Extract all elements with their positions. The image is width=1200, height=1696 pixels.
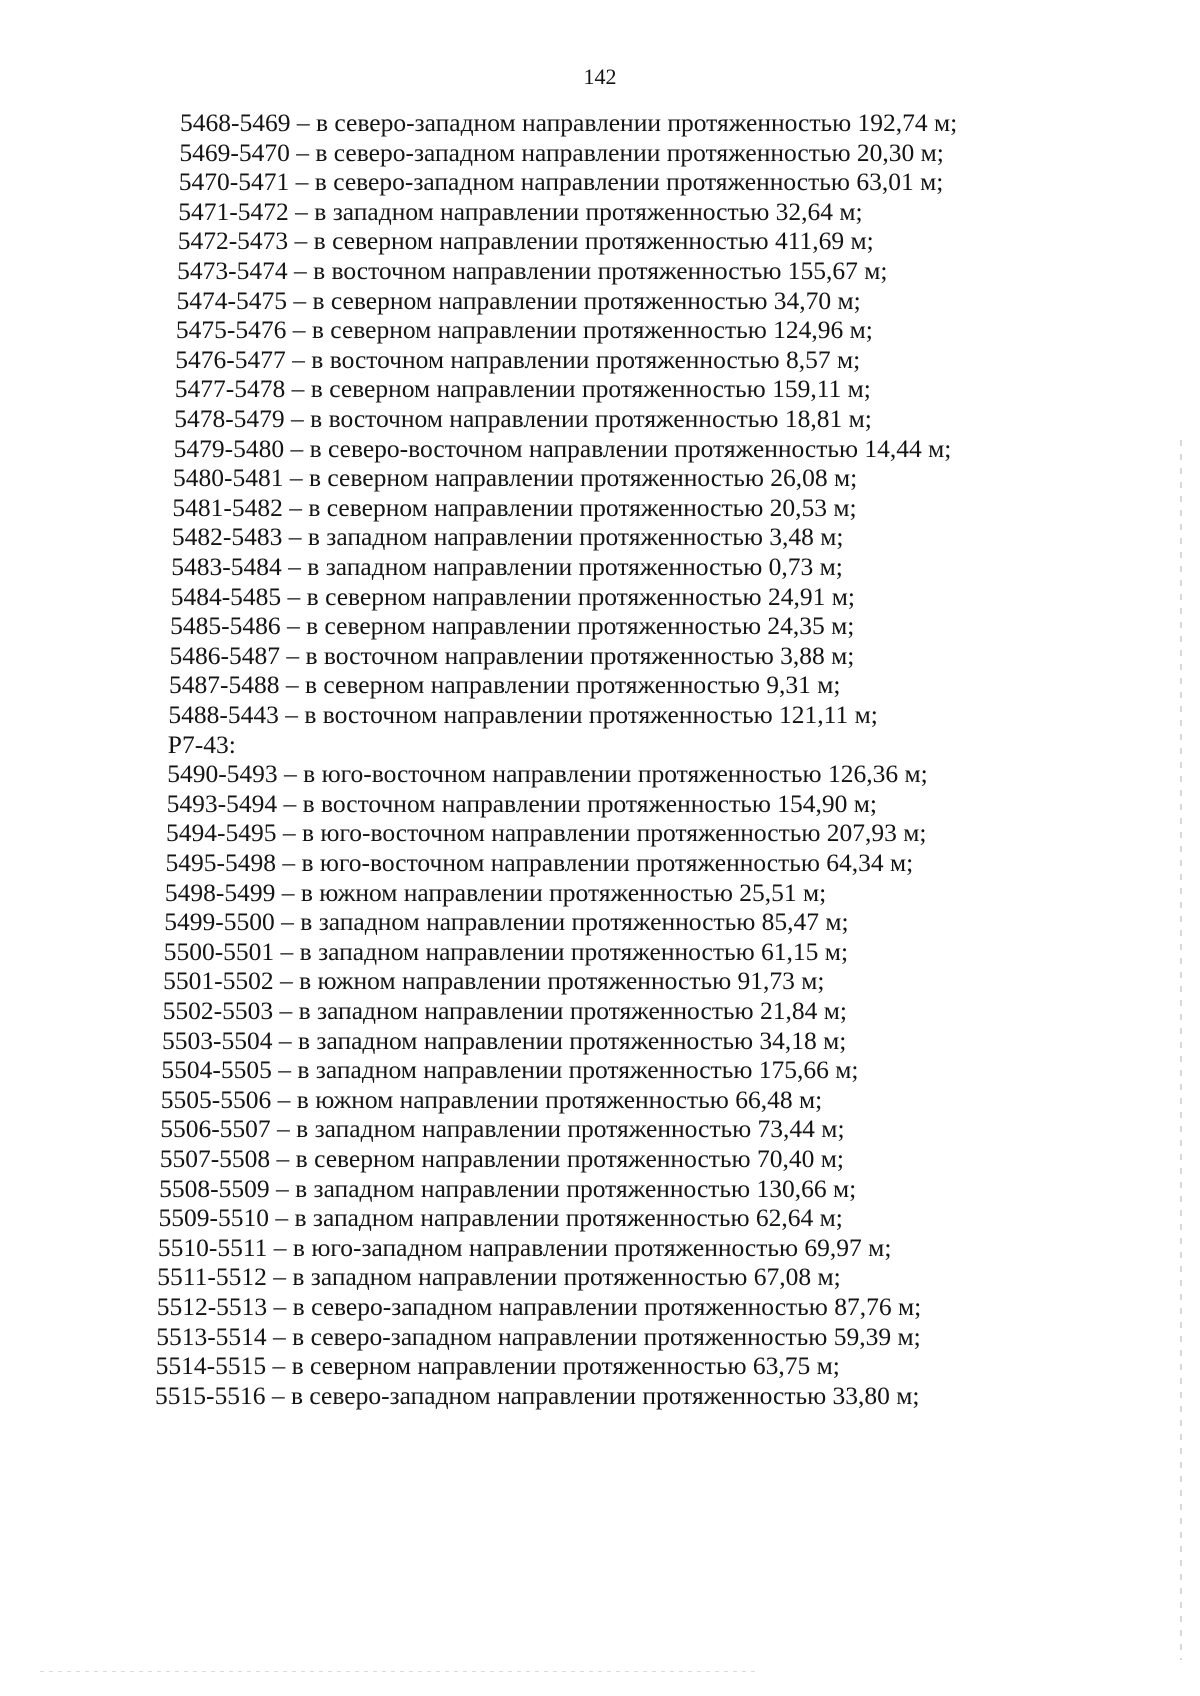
- boundary-segment-line: 5486-5487 – в восточном направлении протяженностью 3,88 м;: [169, 640, 855, 670]
- boundary-segment-line: 5514-5515 – в северном направлении протяженностью 63,75 м;: [155, 1351, 840, 1381]
- boundary-segment-line: 5495-5498 – в юго-восточном направлении протяженностью 64,34 м;: [165, 848, 914, 877]
- boundary-segment-line: 5473-5474 – в восточном направлении протяженностью 155,67 м;: [177, 256, 888, 285]
- scan-bottom-artifact: [40, 1671, 760, 1672]
- boundary-segment-line: 5499-5500 – в западном направлении протяженностью 85,47 м;: [164, 907, 849, 937]
- boundary-segment-line: 5480-5481 – в северном направлении протяженностью 26,08 м;: [173, 463, 858, 493]
- boundary-segment-line: 5506-5507 – в западном направлении протяженностью 73,44 м;: [160, 1114, 845, 1144]
- boundary-segment-line: 5484-5485 – в северном направлении протяженностью 24,91 м;: [170, 581, 855, 611]
- boundary-segment-line: 5468-5469 – в северо-западном направлении протяженностью 192,74 м;: [180, 108, 958, 137]
- boundary-segment-line: 5511-5512 – в западном направлении протяженностью 67,08 м;: [157, 1262, 841, 1292]
- boundary-segment-line: 5493-5494 – в восточном направлении протяженностью 154,90 м;: [166, 788, 877, 818]
- boundary-segment-line: 5481-5482 – в северном направлении протяженностью 20,53 м;: [172, 492, 857, 522]
- boundary-segment-line: 5475-5476 – в северном направлении протяженностью 124,96 м;: [175, 315, 873, 345]
- boundary-segment-line: 5488-5443 – в восточном направлении протяженностью 121,11 м;: [168, 700, 878, 729]
- boundary-segment-line: 5487-5488 – в северном направлении протяженностью 9,31 м;: [169, 670, 841, 700]
- boundary-segment-line: 5504-5505 – в западном направлении протяженностью 175,66 м;: [161, 1055, 859, 1085]
- boundary-segment-line: 5498-5499 – в южном направлении протяженностью 25,51 м;: [164, 877, 827, 907]
- boundary-segment-line: 5494-5495 – в юго-восточном направлении протяженностью 207,93 м;: [166, 818, 927, 848]
- boundary-segment-line: 5471-5472 – в западном направлении протяженностью 32,64 м;: [178, 196, 863, 226]
- boundary-segment-line: 5482-5483 – в западном направлении протяженностью 3,48 м;: [171, 522, 844, 552]
- boundary-segment-line: 5509-5510 – в западном направлении протяженностью 62,64 м;: [158, 1203, 843, 1233]
- boundary-segment-line: 5503-5504 – в западном направлении протяженностью 34,18 м;: [162, 1025, 847, 1055]
- boundary-segment-line: 5474-5475 – в северном направлении протяженностью 34,70 м;: [176, 285, 861, 315]
- boundary-segment-line: 5485-5486 – в северном направлении протяженностью 24,35 м;: [170, 611, 855, 641]
- section-heading: Р7-43:: [167, 729, 236, 759]
- boundary-segment-line: 5507-5508 – в северном направлении протяженностью 70,40 м;: [159, 1144, 844, 1173]
- boundary-segment-line: 5515-5516 – в северо-западном направлении протяженностью 33,80 м;: [155, 1380, 920, 1410]
- boundary-segment-line: 5500-5501 – в западном направлении протяженностью 61,15 м;: [163, 936, 849, 966]
- boundary-segment-line: 5479-5480 – в северо-восточном направлении протяженностью 14,44 м;: [173, 433, 952, 463]
- boundary-segment-line: 5513-5514 – в северо-западном направлении протяженностью 59,39 м;: [156, 1321, 921, 1351]
- boundary-segment-line: 5512-5513 – в северо-западном направлении протяженностью 87,76 м;: [156, 1292, 922, 1321]
- page-number: 142: [583, 64, 617, 89]
- boundary-segment-line: 5483-5484 – в западном направлении протяженностью 0,73 м;: [171, 552, 843, 581]
- boundary-segment-line: 5508-5509 – в западном направлении протяженностью 130,66 м;: [159, 1173, 857, 1203]
- boundary-segment-line: 5502-5503 – в западном направлении протяженностью 21,84 м;: [162, 996, 847, 1025]
- boundary-segment-line: 5510-5511 – в юго-западном направлении протяженностью 69,97 м;: [157, 1232, 892, 1262]
- boundary-segment-line: 5472-5473 – в северном направлении протяженностью 411,69 м;: [177, 226, 874, 256]
- boundary-segment-line: 5476-5477 – в восточном направлении протяженностью 8,57 м;: [175, 344, 861, 374]
- boundary-segment-line: 5478-5479 – в восточном направлении протяженностью 18,81 м;: [174, 404, 872, 433]
- boundary-segment-line: 5505-5506 – в южном направлении протяженностью 66,48 м;: [160, 1084, 823, 1114]
- boundary-segment-line: 5469-5470 – в северо-западном направлении протяженностью 20,30 м;: [179, 137, 944, 167]
- scan-edge-artifact: [1180, 440, 1182, 1660]
- boundary-segment-line: 5501-5502 – в южном направлении протяженностью 91,73 м;: [163, 966, 825, 996]
- boundary-segment-line: 5490-5493 – в юго-восточном направлении протяженностью 126,36 м;: [167, 759, 928, 789]
- boundary-segment-line: 5470-5471 – в северо-западном направлении протяженностью 63,01 м;: [178, 167, 944, 197]
- boundary-segment-line: 5477-5478 – в северном направлении протяженностью 159,11 м;: [174, 374, 871, 404]
